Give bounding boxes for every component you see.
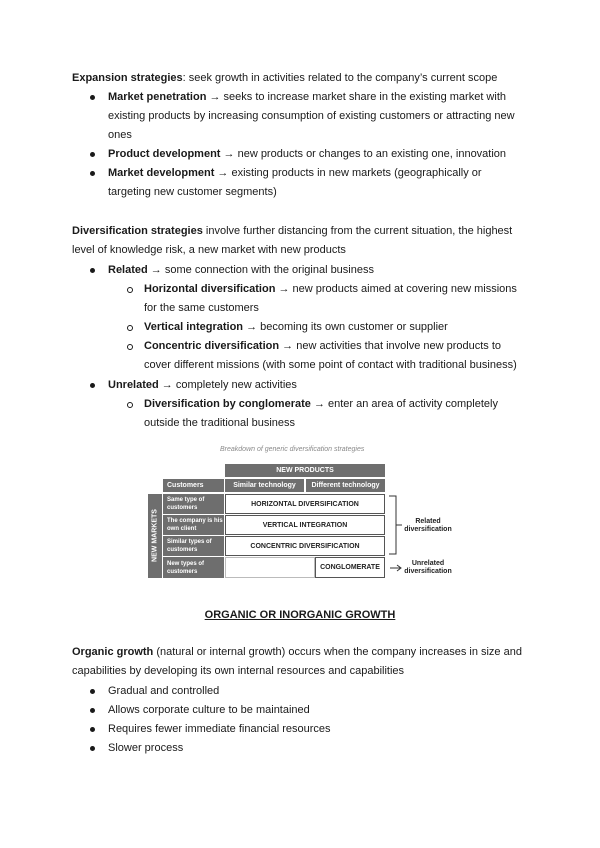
organic-intro: Organic growth (natural or internal growth) occurs when the company increases in size and [72, 646, 522, 658]
empty-cell [225, 557, 315, 578]
bullet-icon [90, 383, 95, 388]
new-markets-header: NEW MARKETS [148, 494, 162, 578]
list-item: Requires fewer immediate financial resources [108, 723, 331, 735]
horizontal-diversification-cell: HORIZONTAL DIVERSIFICATION [225, 494, 385, 514]
circle-bullet-icon [127, 402, 133, 408]
bullet-icon [90, 152, 95, 157]
bullet-icon [90, 708, 95, 713]
list-item-cont: ones [108, 129, 132, 141]
vertical-integration-cell: VERTICAL INTEGRATION [225, 515, 385, 535]
concentric-diversification-cell: CONCENTRIC DIVERSIFICATION [225, 536, 385, 556]
list-item-cont: targeting new customer segments) [108, 186, 277, 198]
similar-technology-header: Similar technology [225, 479, 304, 492]
sub-list-item: Concentric diversification → new activities that involve new products to [144, 340, 502, 352]
expansion-intro: Expansion strategies: seek growth in activities related to the company’s current scope [72, 72, 498, 84]
circle-bullet-icon [127, 325, 133, 331]
sub-list-item-cont: cover different missions (with some point of contact with traditional business) [144, 359, 517, 371]
list-item: Gradual and controlled [108, 685, 220, 697]
row-label: New types of customers [163, 557, 224, 578]
bullet-icon [90, 746, 95, 751]
sub-list-item: Diversification by conglomerate → enter an area of activity completely [144, 398, 498, 410]
new-products-header: NEW PRODUCTS [225, 464, 385, 477]
sub-list-item: Vertical integration → becoming its own customer or supplier [144, 321, 448, 333]
bullet-icon [90, 95, 95, 100]
different-technology-header: Different technology [306, 479, 385, 492]
list-item: Unrelated → completely new activities [108, 379, 297, 391]
section-title: ORGANIC OR INORGANIC GROWTH [204, 609, 396, 621]
row-label: Similar types of customers [163, 536, 224, 556]
list-item: Product development → new products or changes to an existing one, innovation [108, 148, 507, 160]
diversification-diagram [148, 444, 458, 582]
row-label: Same type of customers [163, 494, 224, 514]
diversification-heading: Diversification strategies [72, 225, 203, 237]
list-item: Allows corporate culture to be maintained [108, 704, 310, 716]
diversification-intro: Diversification strategies involve further distancing from the current situation, the highest [72, 225, 513, 237]
list-item: Related → some connection with the original business [108, 264, 374, 276]
bullet-icon [90, 268, 95, 273]
list-item: Market penetration → seeks to increase market share in the existing market with [108, 91, 506, 103]
row-label: The company is his own client [163, 515, 224, 535]
customers-header: Customers [163, 479, 224, 492]
sub-list-item: Horizontal diversification → new products aimed at covering new missions [144, 283, 517, 295]
list-item-cont: existing products by increasing consumption of existing customers or attracting new [108, 110, 515, 122]
list-item: Slower process [108, 742, 184, 754]
sub-list-item-cont: outside the traditional business [144, 417, 296, 429]
circle-bullet-icon [127, 344, 133, 350]
diagram-caption: Breakdown of generic diversification strategies [220, 446, 365, 453]
bullet-icon [90, 689, 95, 694]
organic-heading: Organic growth [72, 646, 154, 658]
circle-bullet-icon [127, 287, 133, 293]
sub-list-item-cont: for the same customers [144, 302, 259, 314]
organic-intro-cont: capabilities by developing its own internal resources and capabilities [72, 665, 405, 677]
unrelated-diversification-label: Unrelated diversification [404, 560, 452, 575]
list-item: Market development → existing products in new markets (geographically or [108, 167, 482, 179]
bullet-icon [90, 171, 95, 176]
diversification-intro-cont: level of knowledge risk, a new market with new products [72, 244, 346, 256]
bullet-icon [90, 727, 95, 732]
conglomerate-cell: CONGLOMERATE [315, 557, 385, 578]
expansion-heading: Expansion strategies [72, 72, 183, 84]
related-diversification-label: Related diversification [404, 518, 452, 533]
